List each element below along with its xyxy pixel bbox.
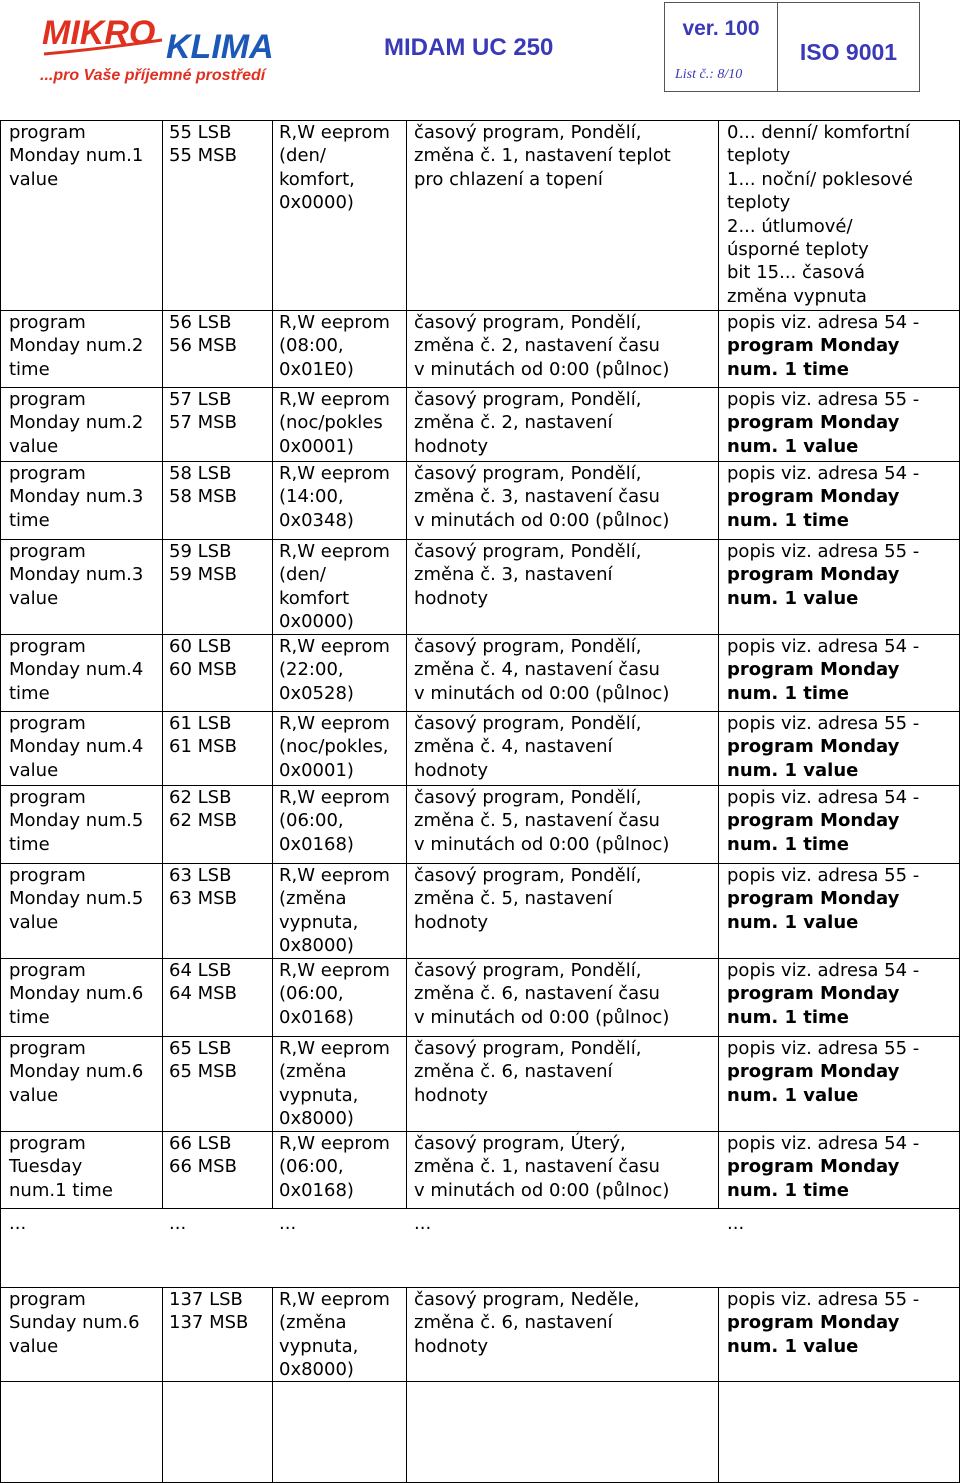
addr-line: 66 MSB — [169, 1156, 237, 1178]
name-line: value — [9, 1335, 59, 1357]
cell-name — [9, 462, 143, 532]
cell-addr — [169, 311, 237, 358]
access-line: 0x0001) — [279, 435, 354, 457]
access-line: 0x0528) — [279, 682, 354, 704]
access-line: (08:00, — [279, 335, 344, 357]
note-line: program Monday — [727, 736, 900, 758]
name-line: value — [9, 911, 59, 933]
cell-note — [727, 712, 919, 782]
addr-line: 59 MSB — [169, 564, 237, 586]
cell-name — [9, 121, 143, 191]
cell-access — [279, 121, 390, 215]
desc-line: změna č. 2, nastavení — [414, 412, 613, 434]
cell-note — [727, 388, 919, 458]
note-line: popis viz. adresa 55 - — [727, 865, 920, 886]
note-line: popis viz. adresa 55 - — [727, 389, 920, 410]
cell-name — [9, 540, 143, 610]
addr-line: 63 MSB — [169, 888, 237, 910]
name-line: program — [9, 389, 86, 410]
cell-note — [727, 786, 919, 856]
addr-line: 62 LSB — [169, 787, 232, 808]
note-line: teploty — [727, 145, 791, 167]
name-line: value — [9, 759, 59, 781]
name-line: value — [9, 168, 59, 190]
addr-line: 66 LSB — [169, 1133, 232, 1154]
note-line: program Monday — [727, 486, 900, 508]
addr-line: 60 MSB — [169, 659, 237, 681]
access-line: R,W eeprom — [279, 1133, 390, 1154]
access-line: (den/ — [279, 145, 326, 167]
addr-line: 64 MSB — [169, 983, 237, 1005]
access-line: R,W eeprom — [279, 865, 390, 886]
addr-line: 137 MSB — [169, 1312, 249, 1334]
access-line: komfort — [279, 587, 350, 609]
cell-desc — [414, 786, 669, 856]
ellipsis-cell: ... — [727, 1213, 745, 1234]
note-line: num. 1 time — [727, 358, 850, 380]
addr-line: 57 MSB — [169, 412, 237, 434]
cell-access — [279, 311, 390, 381]
logo-mikro-text: MIKRO — [42, 14, 156, 52]
cell-name — [9, 1132, 113, 1202]
name-line: Monday num.5 — [9, 888, 144, 910]
logo-slogan: ...pro Vaše příjemné prostředí — [40, 67, 266, 84]
access-line: R,W eeprom — [279, 389, 390, 410]
desc-line: hodnoty — [414, 911, 488, 933]
cell-note — [727, 635, 919, 705]
access-line: R,W eeprom — [279, 960, 390, 981]
addr-line: 65 LSB — [169, 1038, 232, 1059]
access-line: (06:00, — [279, 1156, 344, 1178]
note-line: num. 1 value — [727, 1084, 859, 1106]
access-line: R,W eeprom — [279, 463, 390, 484]
addr-line: 61 MSB — [169, 736, 237, 758]
name-line: program — [9, 1038, 86, 1059]
desc-line: časový program, Pondělí, — [414, 389, 642, 410]
note-line: program Monday — [727, 412, 900, 434]
note-line: num. 1 value — [727, 1335, 859, 1357]
row-divider — [0, 1381, 960, 1382]
cell-note — [727, 311, 919, 381]
access-line: 0x8000) — [279, 1108, 354, 1130]
name-line: time — [9, 509, 50, 531]
name-line: Sunday num.6 — [9, 1312, 140, 1334]
desc-line: změna č. 6, nastavení — [414, 1312, 613, 1334]
name-line: Monday num.1 — [9, 145, 144, 167]
access-line: (změna — [279, 1312, 347, 1334]
note-line: num. 1 value — [727, 435, 859, 457]
note-line: program Monday — [727, 564, 900, 586]
desc-line: změna č. 4, nastavení času — [414, 659, 660, 681]
access-line: 0x0000) — [279, 192, 354, 214]
note-line: popis viz. adresa 54 - — [727, 1133, 920, 1154]
name-line: Monday num.4 — [9, 659, 144, 681]
row-divider — [0, 1208, 960, 1209]
note-line: program Monday — [727, 1156, 900, 1178]
cell-addr — [169, 388, 237, 435]
cell-addr — [169, 864, 237, 911]
cell-note — [727, 1132, 919, 1202]
desc-line: v minutách od 0:00 (půlnoc) — [414, 1179, 670, 1201]
access-line: R,W eeprom — [279, 1289, 390, 1310]
ellipsis-cell: ... — [414, 1213, 432, 1234]
access-line: (14:00, — [279, 486, 344, 508]
desc-line: hodnoty — [414, 1084, 488, 1106]
access-line: R,W eeprom — [279, 636, 390, 657]
desc-line: v minutách od 0:00 (půlnoc) — [414, 509, 670, 531]
name-line: Monday num.5 — [9, 810, 144, 832]
document-title: MIDAM UC 250 — [384, 34, 554, 61]
cell-note — [727, 540, 919, 610]
cell-desc — [414, 1037, 641, 1107]
cell-access — [279, 462, 390, 532]
name-line: program — [9, 865, 86, 886]
cell-desc — [414, 635, 669, 705]
access-line: 0x0000) — [279, 611, 354, 633]
cell-addr — [169, 712, 237, 759]
access-line: vypnuta, — [279, 1084, 359, 1106]
addr-line: 58 LSB — [169, 463, 232, 484]
access-line: (den/ — [279, 564, 326, 586]
addr-line: 59 LSB — [169, 541, 232, 562]
desc-line: hodnoty — [414, 435, 488, 457]
cell-name — [9, 864, 143, 934]
access-line: 0x0348) — [279, 509, 354, 531]
note-line: num. 1 value — [727, 759, 859, 781]
access-line: 0x0168) — [279, 833, 354, 855]
addr-line: 63 LSB — [169, 865, 232, 886]
note-line: 0... denní/ komfortní — [727, 122, 910, 143]
note-line: num. 1 value — [727, 911, 859, 933]
access-line: (noc/pokles, — [279, 736, 389, 758]
cell-desc — [414, 1288, 639, 1358]
column-divider — [406, 1287, 407, 1483]
access-line: 0x8000) — [279, 1359, 354, 1381]
note-line: popis viz. adresa 54 - — [727, 463, 920, 484]
note-line: num. 1 time — [727, 1006, 850, 1028]
logo-klima-text: KLIMA — [166, 28, 274, 66]
sheet-value: 8/10 — [717, 67, 743, 82]
note-line: popis viz. adresa 54 - — [727, 787, 920, 808]
note-line: popis viz. adresa 54 - — [727, 312, 920, 333]
desc-line: časový program, Pondělí, — [414, 787, 642, 808]
access-line: (noc/pokles — [279, 412, 383, 434]
note-line: num. 1 time — [727, 833, 850, 855]
desc-line: hodnoty — [414, 1335, 488, 1357]
iso-label: ISO 9001 — [799, 39, 898, 65]
access-line: R,W eeprom — [279, 541, 390, 562]
name-line: Monday num.6 — [9, 983, 144, 1005]
sheet-label: List č.: — [675, 67, 718, 82]
cell-access — [279, 959, 390, 1029]
desc-line: časový program, Pondělí, — [414, 713, 642, 734]
cell-desc — [414, 121, 671, 191]
desc-line: hodnoty — [414, 759, 488, 781]
name-line: Tuesday — [9, 1156, 83, 1178]
version-label: ver. 100 — [682, 17, 760, 40]
column-divider — [718, 1287, 719, 1483]
cell-access — [279, 712, 390, 782]
access-line: 0x0168) — [279, 1179, 354, 1201]
cell-name — [9, 712, 143, 782]
access-line: (06:00, — [279, 983, 344, 1005]
cell-desc — [414, 712, 641, 782]
cell-access — [279, 540, 390, 634]
desc-line: změna č. 3, nastavení času — [414, 486, 660, 508]
note-line: num. 1 time — [727, 682, 850, 704]
column-divider — [162, 1287, 163, 1483]
cell-addr — [169, 540, 237, 587]
access-line: (změna — [279, 888, 347, 910]
cell-name — [9, 388, 143, 458]
note-line: program Monday — [727, 888, 900, 910]
access-line: R,W eeprom — [279, 787, 390, 808]
access-line: R,W eeprom — [279, 1038, 390, 1059]
column-divider — [0, 120, 1, 1208]
desc-line: časový program, Neděle, — [414, 1289, 640, 1310]
desc-line: časový program, Pondělí, — [414, 312, 642, 333]
addr-line: 58 MSB — [169, 486, 237, 508]
cell-desc — [414, 864, 641, 934]
desc-line: v minutách od 0:00 (půlnoc) — [414, 682, 670, 704]
note-line: popis viz. adresa 55 - — [727, 1289, 920, 1310]
ellipsis-cell: ... — [169, 1213, 187, 1234]
name-line: program — [9, 541, 86, 562]
note-line: program Monday — [727, 810, 900, 832]
note-line: změna vypnuta — [727, 285, 867, 307]
desc-line: časový program, Pondělí, — [414, 865, 642, 886]
desc-line: změna č. 3, nastavení — [414, 564, 613, 586]
cell-name — [9, 1037, 143, 1107]
cell-desc — [414, 462, 669, 532]
name-line: program — [9, 787, 86, 808]
addr-line: 55 MSB — [169, 145, 237, 167]
name-line: program — [9, 636, 86, 657]
access-line: R,W eeprom — [279, 713, 390, 734]
desc-line: v minutách od 0:00 (půlnoc) — [414, 358, 670, 380]
name-line: program — [9, 122, 86, 143]
desc-line: časový program, Úterý, — [414, 1133, 626, 1154]
addr-line: 56 LSB — [169, 312, 232, 333]
access-line: 0x0168) — [279, 1006, 354, 1028]
access-line: 0x0001) — [279, 759, 354, 781]
desc-line: časový program, Pondělí, — [414, 636, 642, 657]
note-line: num. 1 value — [727, 587, 859, 609]
cell-access — [279, 388, 390, 458]
note-line: num. 1 time — [727, 509, 850, 531]
note-line: úsporné teploty — [727, 239, 869, 261]
name-line: program — [9, 463, 86, 484]
cell-name — [9, 311, 143, 381]
name-line: num.1 time — [9, 1179, 113, 1201]
name-line: Monday num.4 — [9, 736, 144, 758]
desc-line: změna č. 1, nastavení času — [414, 1156, 660, 1178]
ellipsis-cell: ... — [279, 1213, 297, 1234]
cell-desc — [414, 388, 641, 458]
access-line: R,W eeprom — [279, 122, 390, 143]
note-line: popis viz. adresa 55 - — [727, 713, 920, 734]
column-divider — [406, 120, 407, 1208]
column-divider — [272, 120, 273, 1208]
name-line: Monday num.2 — [9, 335, 144, 357]
desc-line: hodnoty — [414, 587, 488, 609]
name-line: Monday num.3 — [9, 486, 144, 508]
ellipsis-cell: ... — [9, 1213, 27, 1234]
cell-access — [279, 1037, 390, 1131]
name-line: Monday num.2 — [9, 412, 144, 434]
name-line: Monday num.6 — [9, 1061, 144, 1083]
note-line: popis viz. adresa 54 - — [727, 636, 920, 657]
access-line: (změna — [279, 1061, 347, 1083]
addr-line: 65 MSB — [169, 1061, 237, 1083]
name-line: program — [9, 1289, 86, 1310]
cell-desc — [414, 540, 641, 610]
name-line: Monday num.3 — [9, 564, 144, 586]
access-line: (06:00, — [279, 810, 344, 832]
name-line: value — [9, 435, 59, 457]
addr-line: 56 MSB — [169, 335, 237, 357]
cell-access — [279, 635, 390, 705]
desc-line: změna č. 5, nastavení — [414, 888, 613, 910]
cell-addr — [169, 1037, 237, 1084]
note-line: popis viz. adresa 54 - — [727, 960, 920, 981]
name-line: time — [9, 682, 50, 704]
desc-line: pro chlazení a topení — [414, 168, 603, 190]
cell-addr — [169, 635, 237, 682]
cell-note — [727, 959, 919, 1029]
table-left-border — [0, 1208, 1, 1287]
cell-access — [279, 864, 390, 958]
cell-addr — [169, 786, 237, 833]
note-line: num. 1 time — [727, 1179, 850, 1201]
cell-addr — [169, 121, 237, 168]
addr-line: 57 LSB — [169, 389, 232, 410]
cell-access — [279, 1132, 390, 1202]
note-line: program Monday — [727, 1061, 900, 1083]
cell-access — [279, 786, 390, 856]
cell-note — [727, 121, 913, 308]
name-line: value — [9, 1084, 59, 1106]
name-line: time — [9, 1006, 50, 1028]
desc-line: v minutách od 0:00 (půlnoc) — [414, 1006, 670, 1028]
name-line: value — [9, 587, 59, 609]
cell-desc — [414, 959, 669, 1029]
note-line: popis viz. adresa 55 - — [727, 1038, 920, 1059]
cell-name — [9, 959, 143, 1029]
cell-note — [727, 864, 919, 934]
cell-addr — [169, 1132, 237, 1179]
desc-line: změna č. 2, nastavení času — [414, 335, 660, 357]
note-line: 1... noční/ poklesové — [727, 168, 913, 190]
name-line: program — [9, 713, 86, 734]
column-divider — [718, 120, 719, 1208]
desc-line: změna č. 6, nastavení času — [414, 983, 660, 1005]
desc-line: změna č. 6, nastavení — [414, 1061, 613, 1083]
access-line: vypnuta, — [279, 911, 359, 933]
note-line: bit 15... časová — [727, 262, 865, 284]
access-line: (22:00, — [279, 659, 344, 681]
note-line: program Monday — [727, 335, 900, 357]
access-line: 0x8000) — [279, 935, 354, 957]
name-line: time — [9, 358, 50, 380]
name-line: program — [9, 1133, 86, 1154]
note-line: popis viz. adresa 55 - — [727, 541, 920, 562]
desc-line: časový program, Pondělí, — [414, 463, 642, 484]
addr-line: 55 LSB — [169, 122, 232, 143]
cell-note — [727, 1288, 919, 1358]
cell-note — [727, 462, 919, 532]
note-line: program Monday — [727, 983, 900, 1005]
cell-name — [9, 635, 143, 705]
cell-addr — [169, 462, 237, 509]
desc-line: časový program, Pondělí, — [414, 960, 642, 981]
column-divider — [162, 120, 163, 1208]
addr-line: 61 LSB — [169, 713, 232, 734]
access-line: komfort, — [279, 168, 355, 190]
cell-desc — [414, 311, 669, 381]
cell-name — [9, 786, 143, 856]
desc-line: časový program, Pondělí, — [414, 1038, 642, 1059]
cell-addr — [169, 959, 237, 1006]
cell-desc — [414, 1132, 669, 1202]
cell-name — [9, 1288, 140, 1358]
note-line: program Monday — [727, 659, 900, 681]
column-divider — [0, 1287, 1, 1483]
desc-line: v minutách od 0:00 (půlnoc) — [414, 833, 670, 855]
cell-note — [727, 1037, 919, 1107]
name-line: program — [9, 312, 86, 333]
desc-line: změna č. 1, nastavení teplot — [414, 145, 671, 167]
note-line: teploty — [727, 192, 791, 214]
addr-line: 60 LSB — [169, 636, 232, 657]
desc-line: časový program, Pondělí, — [414, 541, 642, 562]
note-line: 2... útlumové/ — [727, 215, 853, 237]
cell-addr — [169, 1288, 248, 1335]
desc-line: časový program, Pondělí, — [414, 122, 642, 143]
addr-line: 64 LSB — [169, 960, 232, 981]
name-line: time — [9, 833, 50, 855]
desc-line: změna č. 5, nastavení času — [414, 810, 660, 832]
addr-line: 62 MSB — [169, 810, 237, 832]
column-divider — [272, 1287, 273, 1483]
addr-line: 137 LSB — [169, 1289, 243, 1310]
access-line: R,W eeprom — [279, 312, 390, 333]
note-line: program Monday — [727, 1312, 900, 1334]
cell-access — [279, 1288, 390, 1382]
name-line: program — [9, 960, 86, 981]
access-line: vypnuta, — [279, 1335, 359, 1357]
desc-line: změna č. 4, nastavení — [414, 736, 613, 758]
access-line: 0x01E0) — [279, 358, 354, 380]
